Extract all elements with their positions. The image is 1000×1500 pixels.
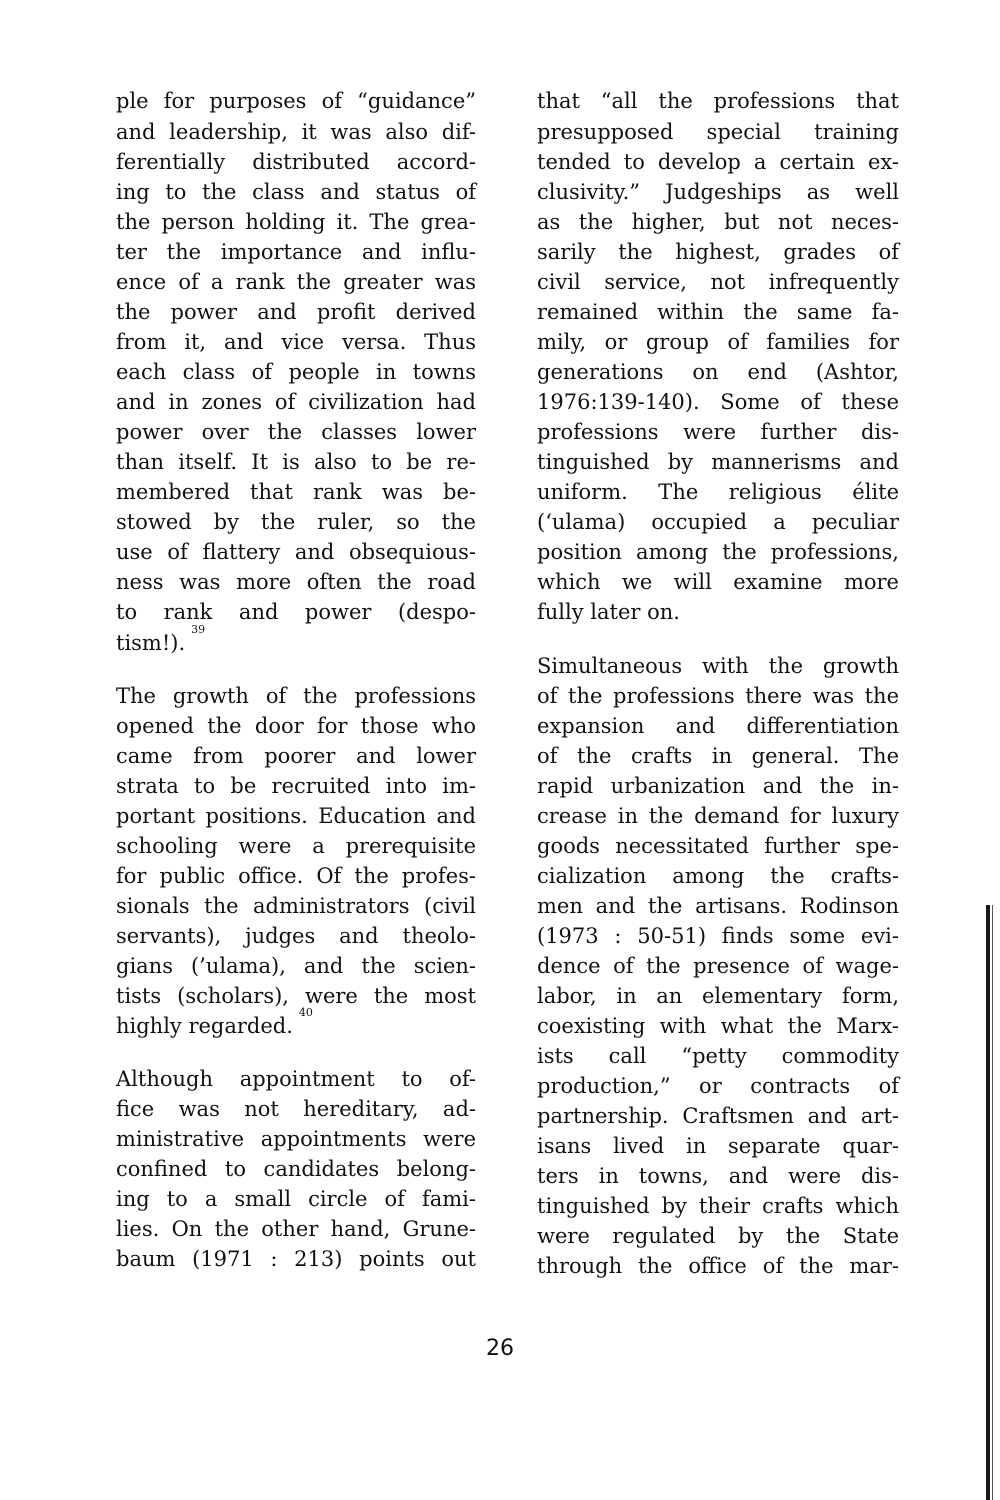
text-line: ness was more often the road	[116, 570, 476, 594]
text-line: sionals the administrators (civil	[116, 894, 476, 918]
text-line: ministrative appointments were	[116, 1127, 476, 1151]
text-line: fully later on.	[537, 600, 680, 624]
text-line: lies. On the other hand, Grune-	[116, 1217, 476, 1241]
text-line: opened the door for those who	[116, 714, 476, 738]
footnote-marker-39: 39	[191, 623, 206, 636]
text-line: ing to the class and status of	[116, 180, 476, 204]
text-line: through the office of the mar-	[537, 1254, 899, 1278]
text-line: of the crafts in general. The	[537, 744, 899, 768]
text-line: which we will examine more	[537, 570, 899, 594]
text-line: servants), judges and theolo-	[116, 924, 476, 948]
footnote-marker-40: 40	[298, 1006, 313, 1019]
text-line: confined to candidates belong-	[116, 1157, 476, 1181]
text-line: that “all the professions that	[537, 89, 899, 113]
text-line: (1973 : 50-51) finds some evi-	[537, 924, 899, 948]
text-line: as the higher, but not neces-	[537, 210, 899, 234]
text-line: partnership. Craftsmen and art-	[537, 1104, 899, 1128]
text-line: baum (1971 : 213) points out	[116, 1247, 476, 1271]
text-line: to rank and power (despo-	[116, 600, 476, 624]
text-line: The growth of the professions	[116, 684, 476, 708]
text-line: gians (’ulama), and the scien-	[116, 954, 476, 978]
text-line: for public office. Of the profes-	[116, 864, 476, 888]
text-line: ferentially distributed accord-	[116, 150, 476, 174]
text-line: of the professions there was the	[537, 684, 899, 708]
text-line: ists call “petty commodity	[537, 1044, 899, 1068]
text-line: stowed by the ruler, so the	[116, 510, 476, 534]
text-line: ple for purposes of “guidance”	[116, 89, 476, 113]
text-line: uniform. The religious élite	[537, 480, 899, 504]
text-line: mily, or group of families for	[537, 330, 899, 354]
text-line: civil service, not infrequently	[537, 270, 899, 294]
text-line: sarily the highest, grades of	[537, 240, 899, 264]
text-line: production,” or contracts of	[537, 1074, 899, 1098]
text-line	[116, 1006, 476, 1041]
text-line: the power and profit derived	[116, 300, 476, 324]
text-line-content: tism!).	[116, 631, 186, 655]
text-line: ter the importance and influ-	[116, 240, 476, 264]
text-line: and in zones of civilization had	[116, 390, 476, 414]
text-line: ing to a small circle of fami-	[116, 1187, 476, 1211]
text-line: (‘ulama) occupied a peculiar	[537, 510, 899, 534]
text-line: tinguished by mannerisms and	[537, 450, 899, 474]
scan-edge-shadow	[986, 905, 990, 1500]
text-line: the person holding it. The grea-	[116, 210, 476, 234]
text-line: dence of the presence of wage-	[537, 954, 899, 978]
text-line: cialization among the crafts-	[537, 864, 899, 888]
text-line: position among the professions,	[537, 540, 899, 564]
text-line: goods necessitated further spe-	[537, 834, 899, 858]
text-line: tinguished by their crafts which	[537, 1194, 899, 1218]
text-line: tended to develop a certain ex-	[537, 150, 899, 174]
page-number: 26	[486, 1336, 514, 1361]
text-line: than itself. It is also to be re-	[116, 450, 476, 474]
text-line: fice was not hereditary, ad-	[116, 1097, 476, 1121]
text-line: schooling were a prerequisite	[116, 834, 476, 858]
text-line: 1976:139-140). Some of these	[537, 390, 899, 414]
text-line: were regulated by the State	[537, 1224, 899, 1248]
text-line: Simultaneous with the growth	[537, 654, 899, 678]
text-line: coexisting with what the Marx-	[537, 1014, 899, 1038]
text-line: expansion and differentiation	[537, 714, 899, 738]
text-line: presupposed special training	[537, 120, 899, 144]
text-line: crease in the demand for luxury	[537, 804, 899, 828]
text-line: power over the classes lower	[116, 420, 476, 444]
scan-edge-line	[992, 905, 993, 1500]
text-line: labor, in an elementary form,	[537, 984, 899, 1008]
text-line: from it, and vice versa. Thus	[116, 330, 476, 354]
text-line: came from poorer and lower	[116, 744, 476, 768]
text-line: each class of people in towns	[116, 360, 476, 384]
text-line: ence of a rank the greater was	[116, 270, 476, 294]
text-line: remained within the same fa-	[537, 300, 899, 324]
text-line: use of flattery and obsequious-	[116, 540, 476, 564]
text-line: men and the artisans. Rodinson	[537, 894, 899, 918]
text-line: portant positions. Education and	[116, 804, 476, 828]
text-line: generations on end (Ashtor,	[537, 360, 899, 384]
text-line: membered that rank was be-	[116, 480, 476, 504]
text-line	[116, 623, 476, 658]
text-line: rapid urbanization and the in-	[537, 774, 899, 798]
text-line: ters in towns, and were dis-	[537, 1164, 899, 1188]
text-line: tists (scholars), were the most	[116, 984, 476, 1008]
text-line-content: highly regarded.	[116, 1014, 293, 1038]
text-line: and leadership, it was also dif-	[116, 120, 476, 144]
text-line: clusivity.” Judgeships as well	[537, 180, 899, 204]
text-line: Although appointment to of-	[116, 1067, 476, 1091]
text-line: isans lived in separate quar-	[537, 1134, 899, 1158]
text-line: strata to be recruited into im-	[116, 774, 476, 798]
text-line: professions were further dis-	[537, 420, 899, 444]
